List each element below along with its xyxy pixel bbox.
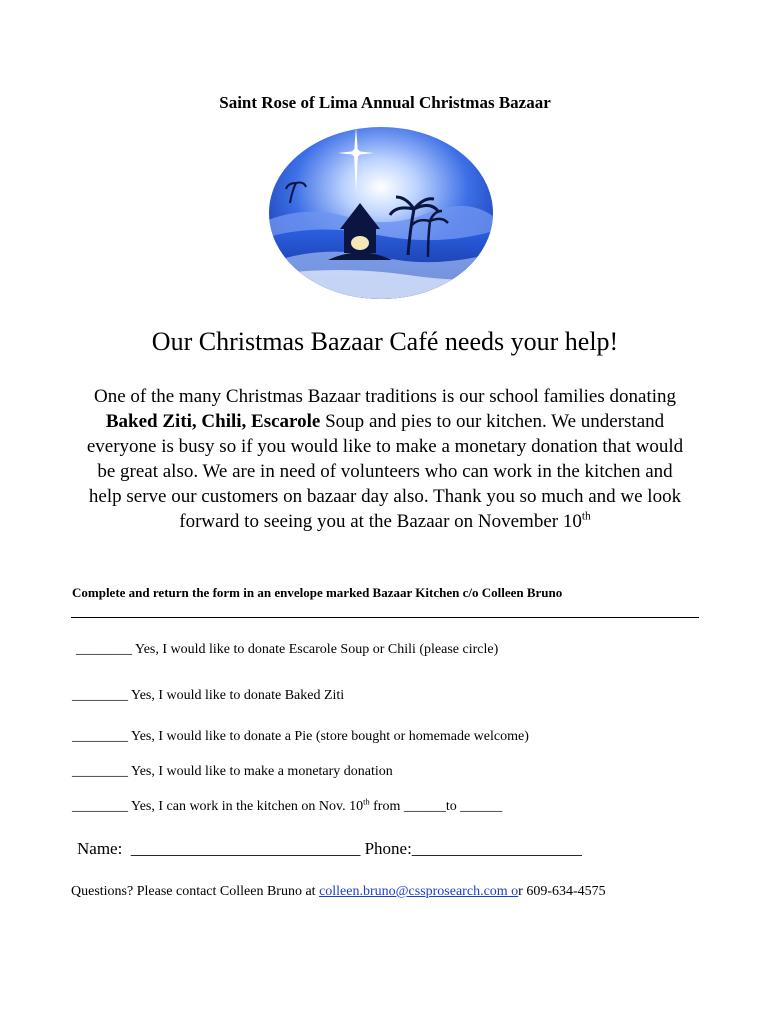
option-soup-chili xyxy=(76,642,498,658)
contact-line xyxy=(71,884,606,900)
option-blank[interactable]: ________ xyxy=(72,729,128,744)
option-text: Yes, I would like to donate Escarole Soup or Chili (please circle) xyxy=(132,642,499,657)
option-baked-ziti xyxy=(72,688,344,704)
email-link[interactable] xyxy=(319,884,518,899)
option-pie xyxy=(72,729,529,745)
option-time-range[interactable]: from ______to ______ xyxy=(369,799,503,814)
option-blank[interactable]: ________ xyxy=(72,688,128,703)
option-blank[interactable]: ________ xyxy=(76,642,132,657)
contact-prefix: Questions? Please contact Colleen Bruno at xyxy=(71,884,320,899)
option-text: Yes, I would like to donate Baked Ziti xyxy=(128,688,345,703)
name-phone-line xyxy=(77,839,582,859)
body-text-2: and pies to our kitchen. We understand everyone is busy so if you would like to make a monetary donation that would be great also. We are in need of volunteers who can work in the kitchen and help serve our customers on bazaar day also. Thank you so much and we look forward to seeing you at the Bazaar on November 10 xyxy=(86,411,684,532)
phone-field[interactable]: ____________________ xyxy=(411,839,582,858)
option-text: Yes, I can work in the kitchen on Nov. 10 xyxy=(128,799,364,814)
body-superscript: th xyxy=(581,510,591,523)
body-text-1: One of the many Christmas Bazaar traditions is our school families donating xyxy=(93,386,676,407)
contact-suffix: r 609-634-4575 xyxy=(518,884,606,899)
nativity-scene-image xyxy=(268,125,494,301)
email-link-tail[interactable]: o xyxy=(507,884,519,899)
horizontal-rule xyxy=(71,617,699,618)
name-field[interactable]: ___________________________ xyxy=(130,839,361,858)
option-text: Yes, I would like to donate a Pie (store bought or homemade welcome) xyxy=(128,729,529,744)
return-instruction: Complete and return the form in an envelope marked Bazaar Kitchen c/o Colleen Bruno xyxy=(72,585,563,600)
body-paragraph xyxy=(80,384,690,534)
phone-label: Phone: xyxy=(364,839,412,858)
body-bold-items: Baked Ziti, Chili, Escarole xyxy=(105,411,321,432)
option-monetary xyxy=(72,764,393,780)
option-text: Yes, I would like to make a monetary donation xyxy=(128,764,393,779)
headline: Our Christmas Bazaar Café needs your help! xyxy=(151,327,619,356)
body-text-soup: Soup xyxy=(320,411,365,432)
document-title: Saint Rose of Lima Annual Christmas Bazaar xyxy=(219,93,551,112)
option-kitchen-volunteer xyxy=(72,799,502,815)
option-blank[interactable]: ________ xyxy=(72,799,128,814)
email-address[interactable]: colleen.bruno@cssprosearch.com xyxy=(319,884,508,899)
option-blank[interactable]: ________ xyxy=(72,764,128,779)
name-label: Name: xyxy=(77,839,123,858)
option-superscript: th xyxy=(363,797,370,807)
